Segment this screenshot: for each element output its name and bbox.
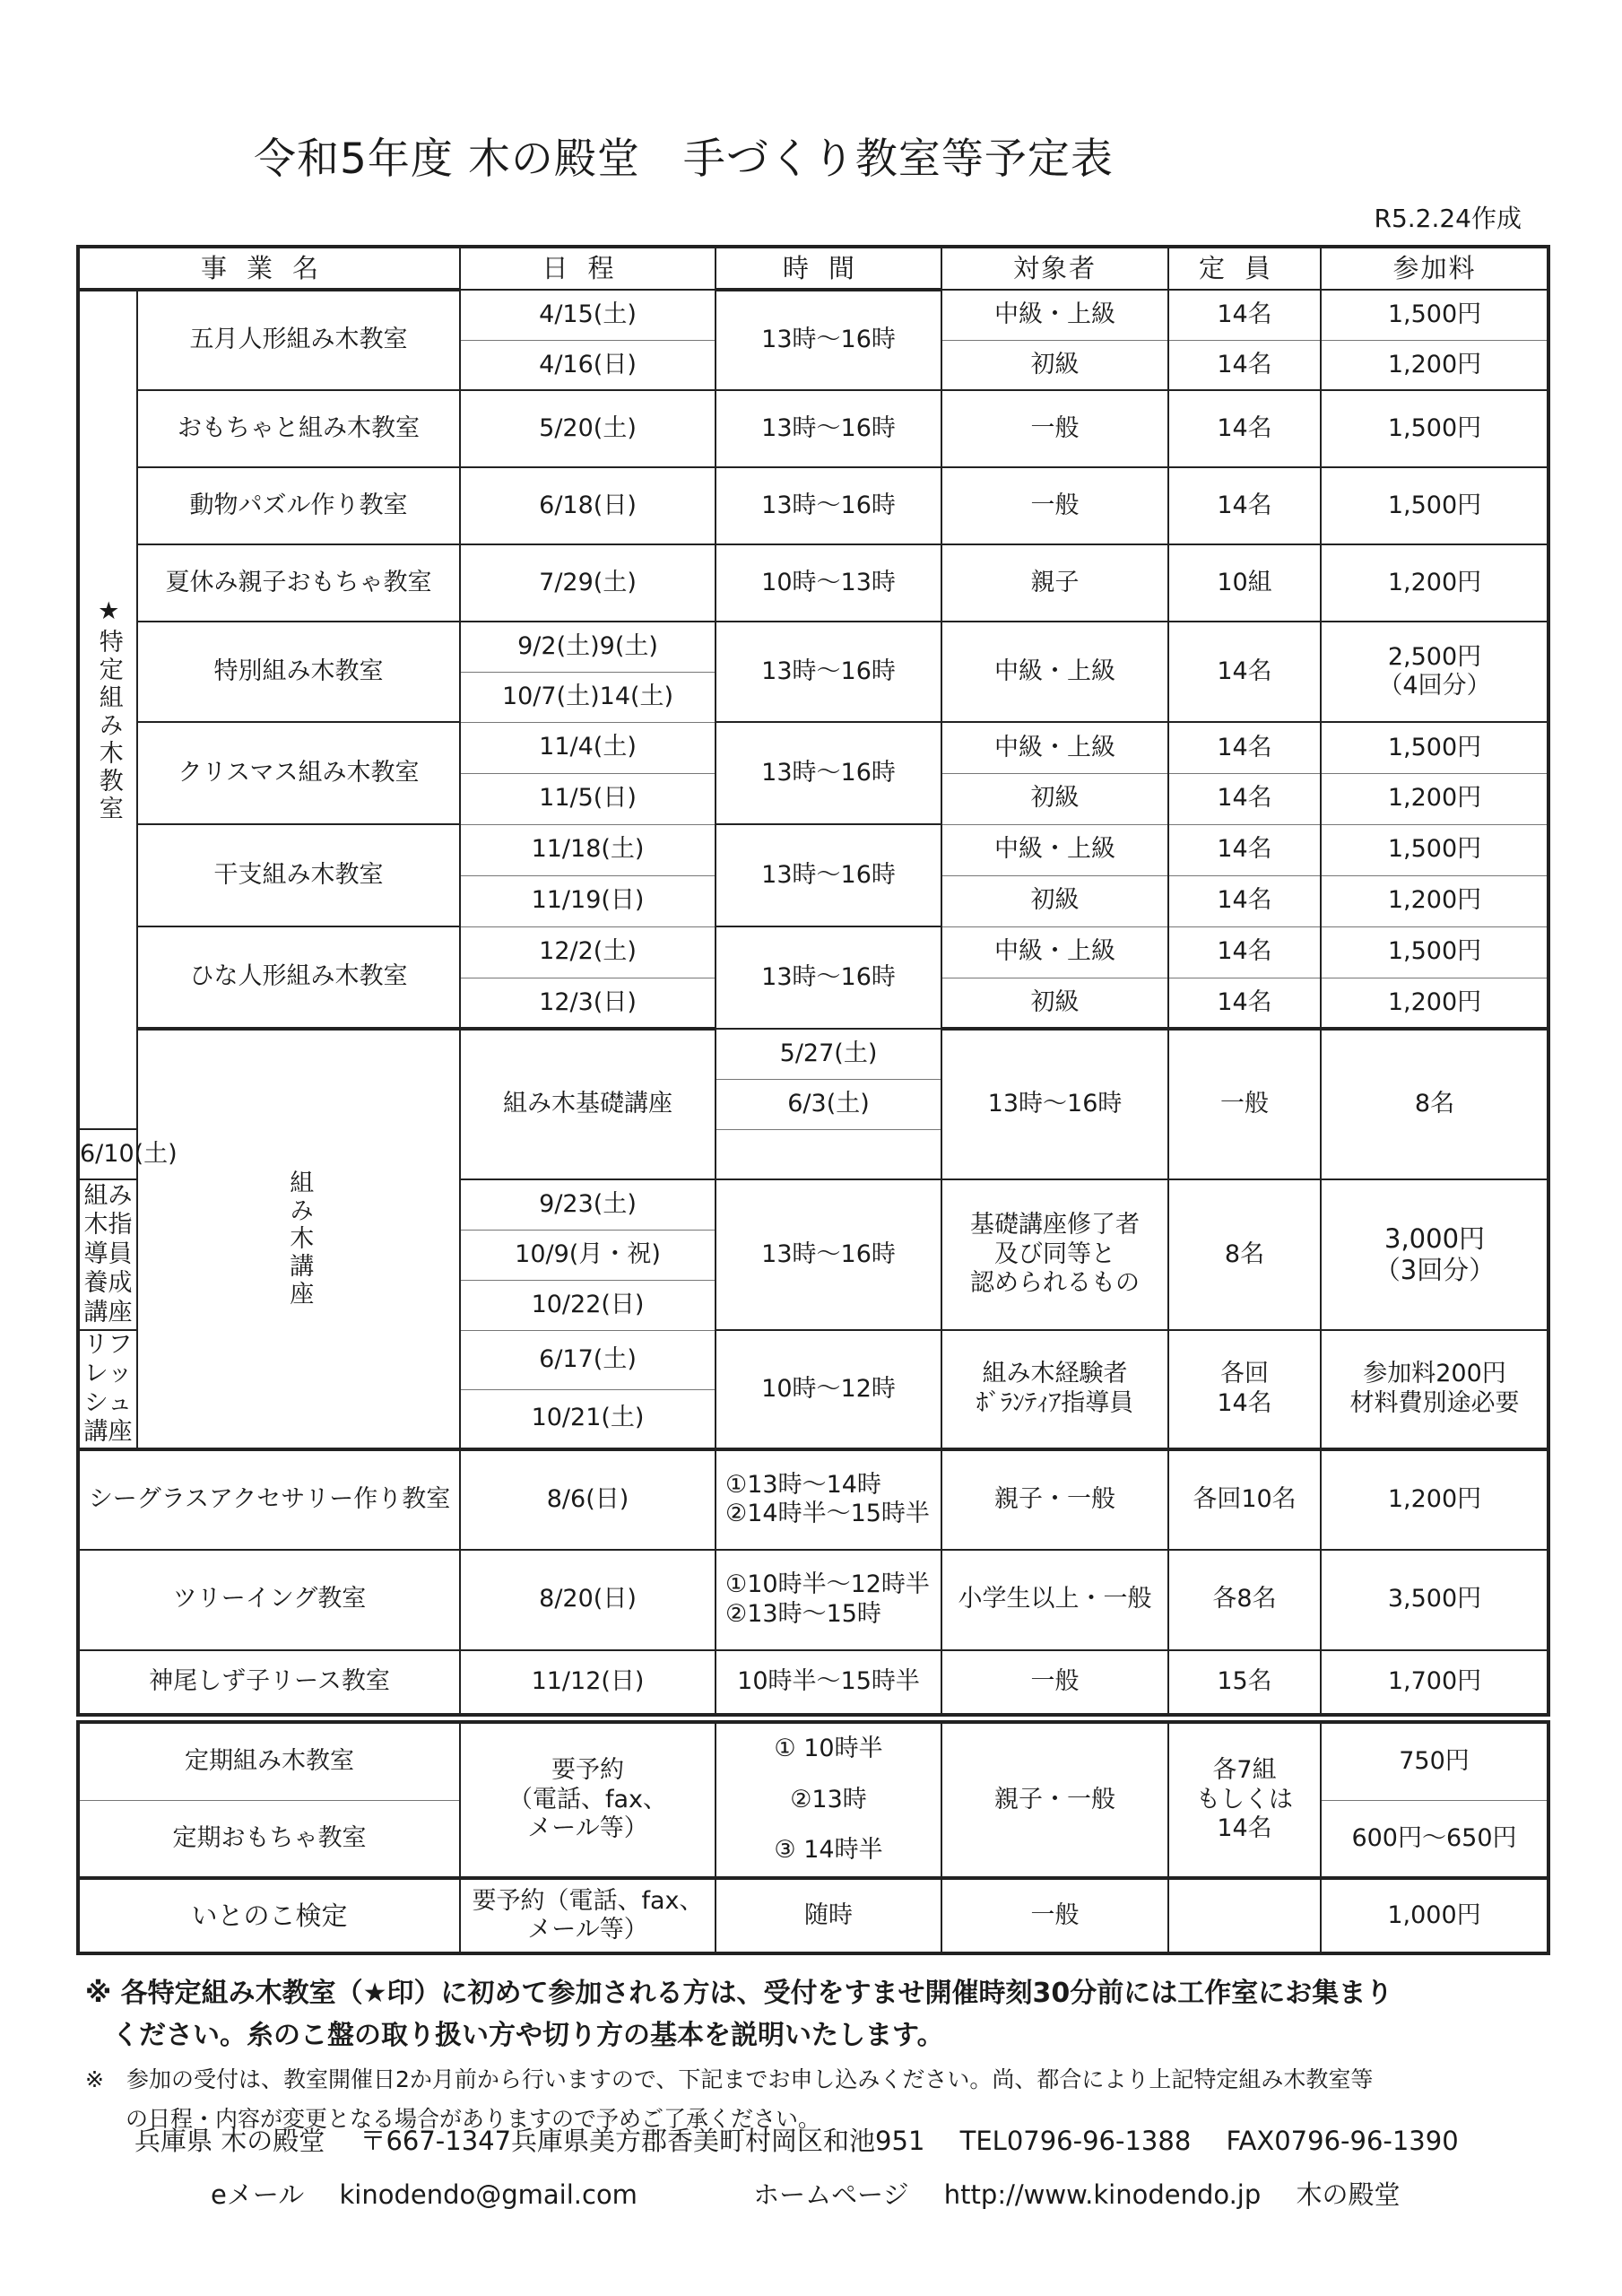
event-capacity: [1168, 1878, 1321, 1953]
event-target: 中級・上級: [941, 622, 1168, 722]
event-capacity: 14名: [1168, 622, 1321, 722]
event-time: 13時～16時: [716, 622, 941, 722]
table-row: [78, 926, 1548, 978]
event-target: 一般: [1168, 1029, 1321, 1179]
event-capacity: 14名: [1168, 773, 1321, 824]
event-fee: 1,500円: [1321, 390, 1548, 467]
event-target: 初級: [941, 340, 1168, 390]
footer-address: 〒667-1347兵庫県美方郡香美町村岡区和池951: [360, 2126, 925, 2156]
event-fee: 1,200円: [1321, 1449, 1548, 1550]
event-fee: 3,000円 （3回分）: [1321, 1179, 1548, 1330]
event-capacity: 各7組 もしくは 14名: [1168, 1722, 1321, 1878]
event-date: 10/22(日): [460, 1280, 716, 1330]
event-time: 13時～16時: [716, 290, 941, 390]
footer-email-label: eメール: [211, 2179, 305, 2210]
event-fee: 2,500円 （4回分）: [1321, 622, 1548, 722]
event-target: 親子: [941, 544, 1168, 622]
footer-hp-label: ホームページ: [753, 2179, 909, 2210]
page-title: 令和5年度 木の殿堂 手づくり教室等予定表: [254, 135, 1114, 184]
event-target: 親子・一般: [941, 1449, 1168, 1550]
event-target: 初級: [941, 875, 1168, 926]
note-main-line2: ください。糸のこ盤の取り扱い方や切り方の基本を説明いたします。: [112, 2019, 944, 2051]
table-row: [78, 622, 1548, 672]
event-fee: 1,200円: [1321, 875, 1548, 926]
footer-fax: FAX0796-96-1390: [1226, 2126, 1459, 2156]
event-capacity: 各8名: [1168, 1550, 1321, 1650]
event-target: 親子・一般: [941, 1722, 1168, 1878]
event-capacity: 14名: [1168, 340, 1321, 390]
event-target: 基礎講座修了者 及び同等と 認められるもの: [941, 1179, 1168, 1330]
event-date: 11/5(日): [460, 773, 716, 824]
event-capacity: 15名: [1168, 1650, 1321, 1715]
event-date: 11/12(日): [460, 1650, 716, 1715]
footer-hp-name: 木の殿堂: [1296, 2179, 1401, 2210]
event-date: 10/7(土)14(土): [460, 672, 716, 722]
footer-tel: TEL0796-96-1388: [959, 2126, 1192, 2156]
event-date: 8/20(日): [460, 1550, 716, 1650]
footer-contact: [134, 2121, 1459, 2158]
event-date: 要予約（電話、fax、 メール等）: [460, 1878, 716, 1953]
table-row: [78, 290, 1548, 340]
event-capacity: 各回 14名: [1168, 1330, 1321, 1449]
event-date: 10/21(土): [460, 1389, 716, 1448]
table-row: [78, 390, 1548, 467]
event-fee: 1,500円: [1321, 467, 1548, 544]
event-target: 一般: [941, 1650, 1168, 1715]
event-date: 4/16(日): [460, 340, 716, 390]
event-fee: 1,000円: [1321, 1878, 1548, 1953]
event-date: 5/27(土): [716, 1029, 941, 1079]
schedule-table: [76, 245, 1550, 1717]
event-fee: 1,700円: [1321, 1650, 1548, 1715]
table-row: [78, 1449, 1548, 1550]
event-fee: 1,500円: [1321, 722, 1548, 773]
table-row: [78, 1029, 1548, 1079]
event-name: 定期組み木教室: [78, 1722, 460, 1800]
note-sub-line2: の日程・内容が変更となる場合がありますので予めご了承ください。: [126, 2105, 821, 2132]
event-time: 10時半～15時半: [716, 1650, 941, 1715]
table-row: [78, 1722, 1548, 1800]
event-time: ①13時～14時 ②14時半～15時半: [716, 1449, 941, 1550]
event-fee: 750円: [1321, 1722, 1548, 1800]
header-time: 時間: [716, 247, 941, 290]
header-name: 事業名: [78, 247, 460, 290]
footer-web: [211, 2175, 1401, 2212]
event-date: 8/6(日): [460, 1449, 716, 1550]
event-capacity: 14名: [1168, 978, 1321, 1029]
table-row: [78, 467, 1548, 544]
event-name: 五月人形組み木教室: [137, 290, 460, 390]
event-fee: 1,200円: [1321, 544, 1548, 622]
event-name: 夏休み親子おもちゃ教室: [137, 544, 460, 622]
event-date: 11/18(土): [460, 824, 716, 875]
event-capacity: 14名: [1168, 390, 1321, 467]
event-fee: 1,500円: [1321, 824, 1548, 875]
group-label-course: 組み木講座: [137, 1029, 460, 1449]
header-target: 対象者: [941, 247, 1168, 290]
created-date: R5.2.24作成: [1374, 204, 1522, 233]
event-fee: 1,500円: [1321, 926, 1548, 978]
event-time: 13時～16時: [716, 390, 941, 467]
event-fee: 600円～650円: [1321, 1800, 1548, 1878]
event-target: 一般: [941, 467, 1168, 544]
table-row: [78, 824, 1548, 875]
table-row: [78, 1878, 1548, 1953]
event-date: 6/17(土): [460, 1330, 716, 1389]
event-fee: 3,500円: [1321, 1550, 1548, 1650]
event-time: 随時: [716, 1878, 941, 1953]
event-capacity: 10組: [1168, 544, 1321, 622]
event-name: ツリーイング教室: [78, 1550, 460, 1650]
event-target: 組み木経験者 ﾎﾞﾗﾝﾃｨｱ指導員: [941, 1330, 1168, 1449]
event-target: 中級・上級: [941, 926, 1168, 978]
event-fee: 1,200円: [1321, 773, 1548, 824]
event-name: おもちゃと組み木教室: [137, 390, 460, 467]
event-target: 中級・上級: [941, 824, 1168, 875]
event-time: ① 10時半 ②13時 ③ 14時半: [716, 1722, 941, 1878]
header-date: 日程: [460, 247, 716, 290]
event-date: 6/10(土): [78, 1129, 137, 1179]
event-time: 10時～13時: [716, 544, 941, 622]
event-capacity: 14名: [1168, 290, 1321, 340]
event-date: 6/3(土): [716, 1079, 941, 1129]
event-fee: 1,200円: [1321, 978, 1548, 1029]
table-row: [78, 722, 1548, 773]
event-capacity: 14名: [1168, 722, 1321, 773]
table-header: [78, 247, 1548, 290]
event-date: 4/15(土): [460, 290, 716, 340]
event-target: 中級・上級: [941, 290, 1168, 340]
header-capacity: 定員: [1168, 247, 1321, 290]
event-fee: 参加料200円 材料費別途必要: [1321, 1330, 1548, 1449]
header-fee: 参加料: [1321, 247, 1548, 290]
event-time: 13時～16時: [941, 1029, 1168, 1179]
event-name: シーグラスアクセサリー作り教室: [78, 1449, 460, 1550]
event-date: 10/9(月・祝): [460, 1230, 716, 1280]
event-target: 初級: [941, 773, 1168, 824]
event-target: 一般: [941, 1878, 1168, 1953]
event-name: 特別組み木教室: [137, 622, 460, 722]
event-date: 5/20(土): [460, 390, 716, 467]
event-date: 9/2(土)9(土): [460, 622, 716, 672]
event-capacity: 14名: [1168, 824, 1321, 875]
event-capacity: 14名: [1168, 875, 1321, 926]
event-capacity: 8名: [1168, 1179, 1321, 1330]
event-capacity: 14名: [1168, 467, 1321, 544]
event-name: 干支組み木教室: [137, 824, 460, 926]
event-time: 13時～16時: [716, 1179, 941, 1330]
event-target: 初級: [941, 978, 1168, 1029]
event-target: 一般: [941, 390, 1168, 467]
event-date: 要予約 （電話、fax、 メール等）: [460, 1722, 716, 1878]
footer-hp-link[interactable]: http://www.kinodendo.jp: [943, 2179, 1262, 2210]
event-target: 中級・上級: [941, 722, 1168, 773]
event-capacity: 14名: [1168, 926, 1321, 978]
notes: [85, 1973, 1556, 2139]
event-fee: 1,500円: [1321, 290, 1548, 340]
event-name: クリスマス組み木教室: [137, 722, 460, 824]
event-date: 6/18(日): [460, 467, 716, 544]
note-sub-line1: ※ 参加の受付は、教室開催日2か月前から行いますので、下記までお申し込みください。尚、都合により上記特定組み木教室等: [85, 2066, 1374, 2092]
event-time: 13時～16時: [716, 824, 941, 926]
event-capacity: 8名: [1321, 1029, 1548, 1179]
event-date: 11/19(日): [460, 875, 716, 926]
event-time: 10時～12時: [716, 1330, 941, 1449]
event-time: 13時～16時: [716, 722, 941, 824]
event-capacity: 各回10名: [1168, 1449, 1321, 1550]
event-name: 定期おもちゃ教室: [78, 1800, 460, 1878]
event-time: 13時～16時: [716, 926, 941, 1029]
event-date: 7/29(土): [460, 544, 716, 622]
event-time: 13時～16時: [716, 467, 941, 544]
event-name: 組み木指導員養成講座: [78, 1179, 137, 1330]
group-label-special: ★特定組み木教室: [78, 290, 137, 1129]
event-date: 11/4(土): [460, 722, 716, 773]
event-date: 9/23(土): [460, 1179, 716, 1230]
event-name: 神尾しず子リース教室: [78, 1650, 460, 1715]
note-main-line1: ※ 各特定組み木教室（★印）に初めて参加される方は、受付をすませ開催時刻30分前には工作室にお集まり: [85, 1978, 1393, 2009]
event-target: 小学生以上・一般: [941, 1550, 1168, 1650]
footer-email[interactable]: kinodendo@gmail.com: [339, 2179, 638, 2210]
event-name: 組み木基礎講座: [460, 1029, 716, 1179]
event-name: 動物パズル作り教室: [137, 467, 460, 544]
event-name: ひな人形組み木教室: [137, 926, 460, 1029]
event-name: いとのこ検定: [78, 1878, 460, 1953]
event-name: リフレッシュ講座: [78, 1330, 137, 1449]
event-time: ①10時半～12時半 ②13時～15時: [716, 1550, 941, 1650]
table-row: [78, 1650, 1548, 1715]
event-date: 12/3(日): [460, 978, 716, 1029]
table-row: [78, 544, 1548, 622]
footer-org: 兵庫県 木の殿堂: [134, 2126, 325, 2156]
event-fee: 1,200円: [1321, 340, 1548, 390]
regular-classes-table: [76, 1720, 1550, 1955]
event-date: 12/2(土): [460, 926, 716, 978]
table-row: [78, 1550, 1548, 1650]
